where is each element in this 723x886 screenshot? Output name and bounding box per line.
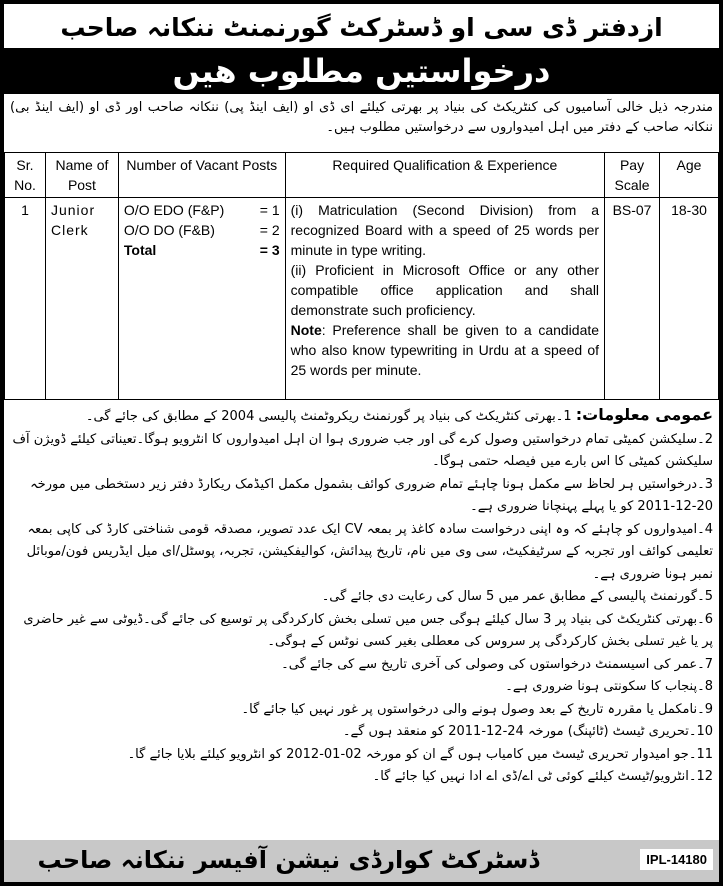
cell-pay-scale: BS-07 — [605, 198, 660, 400]
general-item: 12۔انٹرویو/ٹیسٹ کیلئے کوئی ٹی اے/ڈی اے ادا نہیں کیا جائے گا۔ — [372, 769, 713, 784]
general-item: 5۔گورنمنٹ پالیسی کے مطابق عمر میں 5 سال کی رعایت دی جائے گی۔ — [321, 589, 713, 604]
office-title: ازدفتر ڈی سی او ڈسٹرکٹ گورنمنٹ ننکانہ صاحب — [60, 13, 663, 42]
job-advertisement — [4, 4, 719, 882]
general-item: 2۔سلیکشن کمیٹی تمام درخواستیں وصول کرے گی اور جب ضروری ہوا ان اہل امیدواروں کا انٹرویو ہوگا۔تعیناتی کیلئے ڈویژن آف سلیکشن کمیٹی کا اس بارے میں فیصلہ حتمی ہوگا۔ — [12, 431, 713, 469]
general-item: 3۔درخواستیں ہر لحاظ سے مکمل ہونا چاہئے تمام ضروری کوائف بشمول مکمل اکیڈمک ریکارڈ دفتر زیر دستخطی میں مورخہ 20-12-2011 کو یا پہلے پہنچانا ضروری ہے۔ — [30, 476, 713, 514]
general-item: 11۔جو امیدوار تحریری ٹیسٹ میں کامیاب ہوں گے ان کو مورخہ 02-01-2012 کو انٹرویو کیلئے بلایا جائے گا۔ — [127, 746, 713, 762]
general-item: 4۔امیدواروں کو چاہئے کہ وہ اپنی درخواست سادہ کاغذ پر بمعہ CV ایک عدد تصویر، مصدقہ قومی شناختی کارڈ کی کاپی بمعہ تعلیمی کوائف اور تجربہ کے سرٹیفکیٹ، سی وی میں نام، تاریخ پیدائش، کوالیفکیشن، تجربہ، پوسٹل/ای میل ایڈریس فون/موبائل نمبر ہونا ضروری ہے۔ — [26, 521, 713, 582]
note-label: Note — [290, 322, 322, 338]
vacancy-label: O/O EDO (F&P) — [123, 202, 225, 218]
headline-banner: درخواستیں مطلوب ھیں — [4, 48, 719, 94]
footer — [4, 840, 719, 882]
vacancy-total — [124, 240, 280, 260]
qualification-note — [291, 320, 599, 380]
general-heading: عمومی معلومات: — [575, 405, 713, 424]
header-post: Name of Post — [45, 153, 118, 198]
header-pay: Pay Scale — [605, 153, 660, 198]
general-item — [10, 404, 713, 429]
cell-vacancies — [118, 198, 285, 400]
general-item: 9۔نامکمل یا مقررہ تاریخ کے بعد وصول ہونے والی درخواستوں پر غور نہیں کیا جائے گا۔ — [241, 701, 713, 717]
header-sr: Sr. No. — [5, 153, 46, 198]
cell-age: 18-30 — [660, 198, 719, 400]
table-header-row — [5, 153, 719, 198]
general-item: 6۔بھرتی کنٹریکٹ کی بنیاد پر 3 سال کیلئے ہوگی جس میں تسلی بخش کارکردگی پر توسیع کی جائے گی۔ڈیوٹی سے غیر حاضری پر یا غیر تسلی بخش کارکردگی پر سروس کی معطلی بغیر کسی نوٹس کے ہوگی۔ — [23, 611, 713, 649]
cell-post: Junior Clerk — [45, 198, 118, 400]
vacancy-value: = 3 — [259, 242, 280, 258]
table-row — [5, 198, 719, 400]
ad-code: IPL-14180 — [640, 849, 713, 870]
header-qualification: Required Qualification & Experience — [285, 153, 604, 198]
vacancy-label: O/O DO (F&B) — [123, 222, 215, 238]
general-info — [10, 404, 713, 789]
vacancy-label: Total — [123, 242, 157, 258]
intro-text: مندرجہ ذیل خالی آسامیوں کی کنٹریکٹ کی بنیاد پر بھرتی کیلئے ای ڈی او (ایف اینڈ پی) ننکانہ صاحب اور ڈی او (ایف اینڈ بی) ننکانہ صاحب کے دفتر میں اہل امیدواروں سے درخواستیں مطلوب ہیں۔ — [10, 100, 713, 135]
vacancy-value: = 1 — [259, 202, 280, 218]
signatory: ڈسٹرکٹ کوارڈی نیشن آفیسر ننکانہ صاحب — [37, 846, 539, 874]
general-item-text: 1۔بھرتی کنٹریکٹ کی بنیاد پر گورنمنٹ ریکروٹمنٹ پالیسی 2004 کے مطابق کی جائے گی۔ — [85, 409, 572, 424]
cell-sr: 1 — [5, 198, 46, 400]
general-item: 8۔پنجاب کا سکونتی ہونا ضروری ہے۔ — [505, 679, 713, 694]
general-item: 10۔تحریری ٹیسٹ (ٹائپنگ) مورخہ 24-12-2011 کو منعقد ہوں گے۔ — [342, 724, 713, 739]
vacancy-value: = 2 — [259, 222, 280, 238]
header-vacant: Number of Vacant Posts — [118, 153, 285, 198]
qualification-2: (ii) Proficient in Microsoft Office or any other compatible office application and shall demonstrate such proficiency. — [290, 262, 600, 318]
header-age: Age — [660, 153, 719, 198]
note-text: : Preference shall be given to a candidate who also know typewriting in Urdu at a speed of 25 words per minute. — [290, 322, 600, 378]
vacancy-line — [124, 220, 280, 240]
vacancy-table — [4, 152, 719, 400]
qualification-1: (i) Matriculation (Second Division) from a recognized Board with a speed of 25 words per minute in type writing. — [290, 202, 600, 258]
vacancy-line — [124, 200, 280, 220]
general-item: 7۔عمر کی اسیسمنٹ درخواستوں کی وصولی کی آخری تاریخ سے کی جائے گی۔ — [281, 656, 713, 672]
cell-qualification — [285, 198, 604, 400]
